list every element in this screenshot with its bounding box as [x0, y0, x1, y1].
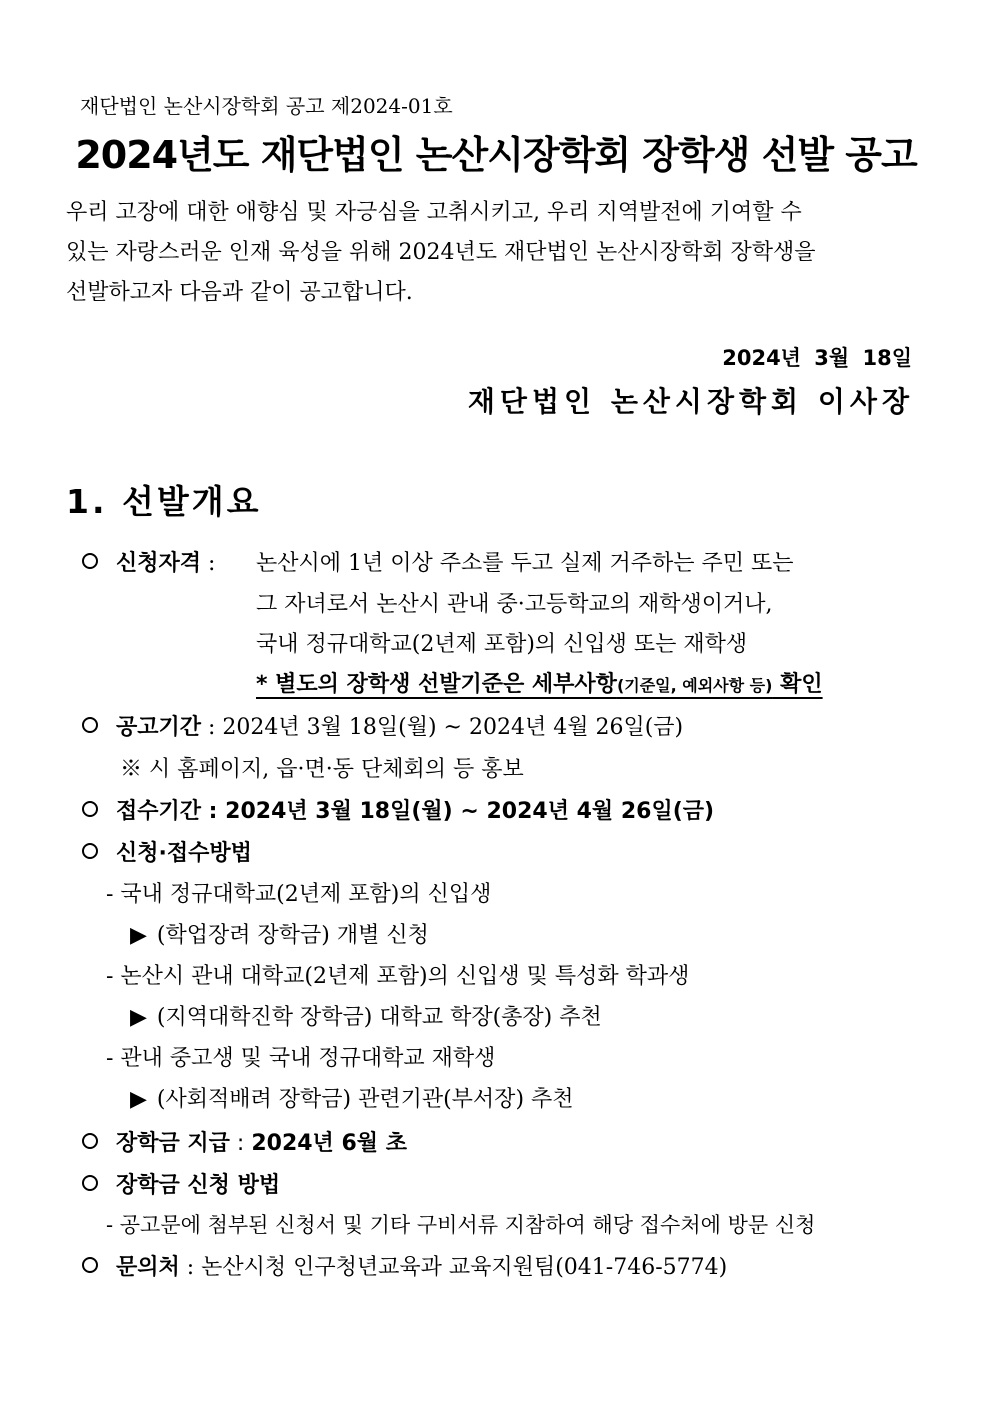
- receipt-period-label: 접수기간: [116, 799, 202, 824]
- separator: :: [201, 799, 226, 824]
- eligibility-note-end: 확인: [772, 672, 823, 697]
- issuer: 재단법인 논산시장학회 이사장: [467, 385, 914, 418]
- notice-date: 2024년 3월 18일: [722, 346, 912, 370]
- circle-bullet-icon: [82, 1175, 98, 1191]
- circle-bullet-icon: [82, 801, 98, 817]
- method-item-2-sub: [130, 1000, 602, 1031]
- eligibility-line-1: 논산시에 1년 이상 주소를 두고 실제 거주하는 주민 또는: [256, 551, 794, 576]
- receipt-period-value: 2024년 3월 18일(월) ~ 2024년 4월 26일(금): [225, 799, 715, 824]
- contact-value: 논산시청 인구청년교육과 교육지원팀(041-746-5774): [201, 1255, 728, 1280]
- circle-bullet-icon: [82, 553, 98, 569]
- section-title: 1. 선발개요: [66, 482, 262, 521]
- notice-period-label: 공고기간: [116, 715, 202, 740]
- circle-bullet-icon: [82, 717, 98, 733]
- separator: :: [229, 1131, 252, 1156]
- intro-line-3: 선발하고자 다음과 같이 공고합니다.: [66, 280, 413, 305]
- notice-period-value: 2024년 3월 18일(월) ~ 2024년 4월 26일(금): [222, 715, 684, 740]
- eligibility-row: [82, 546, 215, 577]
- triangle-arrow-icon: ▶: [130, 923, 147, 948]
- document-title: 2024년도 재단법인 논산시장학회 장학생 선발 공고: [75, 133, 917, 177]
- contact-label: 문의처: [116, 1255, 180, 1280]
- payment-label: 장학금 지급: [116, 1131, 230, 1156]
- separator: :: [201, 715, 223, 740]
- triangle-arrow-icon: ▶: [130, 1087, 147, 1112]
- method-label: 신청·접수방법: [116, 841, 252, 866]
- notice-period-row: [82, 710, 683, 741]
- method-item-1: - 국내 정규대학교(2년제 포함)의 신입생: [106, 882, 492, 907]
- circle-bullet-icon: [82, 843, 98, 859]
- separator: :: [201, 551, 216, 576]
- method-item-2-detail: (지역대학진학 장학금) 대학교 학장(총장) 추천: [156, 1005, 602, 1030]
- eligibility-line-2: 그 자녀로서 논산시 관내 중·고등학교의 재학생이거나,: [256, 592, 773, 617]
- separator: :: [179, 1255, 202, 1280]
- notice-number: 재단법인 논산시장학회 공고 제2024-01호: [80, 94, 453, 118]
- apply-value: - 공고문에 첨부된 신청서 및 기타 구비서류 지참하여 해당 접수처에 방문 신청: [106, 1213, 816, 1237]
- intro-line-1: 우리 고장에 대한 애향심 및 자긍심을 고취시키고, 우리 지역발전에 기여할 수: [66, 200, 802, 225]
- notice-period-note: ※ 시 홈페이지, 읍·면·동 단체회의 등 홍보: [120, 757, 524, 782]
- contact-row: [82, 1250, 727, 1281]
- intro-line-2: 있는 자랑스러운 인재 육성을 위해 2024년도 재단법인 논산시장학회 장학생을: [66, 240, 816, 265]
- triangle-arrow-icon: ▶: [130, 1005, 147, 1030]
- apply-row: [82, 1168, 280, 1199]
- eligibility-note-main: * 별도의 장학생 선발기준은 세부사항: [256, 672, 617, 697]
- method-item-3-detail: (사회적배려 장학금) 관련기관(부서장) 추천: [156, 1087, 574, 1112]
- receipt-period-row: [82, 794, 714, 825]
- circle-bullet-icon: [82, 1133, 98, 1149]
- circle-bullet-icon: [82, 1257, 98, 1273]
- eligibility-note-detail: (기준일, 예외사항 등): [616, 676, 773, 695]
- method-row: [82, 836, 252, 867]
- eligibility-label: 신청자격: [116, 551, 202, 576]
- payment-value: 2024년 6월 초: [251, 1131, 407, 1156]
- method-item-1-sub: [130, 918, 429, 949]
- method-item-3-sub: [130, 1082, 574, 1113]
- method-item-1-detail: (학업장려 장학금) 개별 신청: [156, 923, 429, 948]
- method-item-3: - 관내 중고생 및 국내 정규대학교 재학생: [106, 1046, 496, 1071]
- method-item-2: - 논산시 관내 대학교(2년제 포함)의 신입생 및 특성화 학과생: [106, 964, 690, 989]
- payment-row: [82, 1126, 407, 1157]
- eligibility-note: [256, 667, 823, 698]
- apply-label: 장학금 신청 방법: [116, 1173, 281, 1198]
- eligibility-line-3: 국내 정규대학교(2년제 포함)의 신입생 또는 재학생: [256, 632, 748, 657]
